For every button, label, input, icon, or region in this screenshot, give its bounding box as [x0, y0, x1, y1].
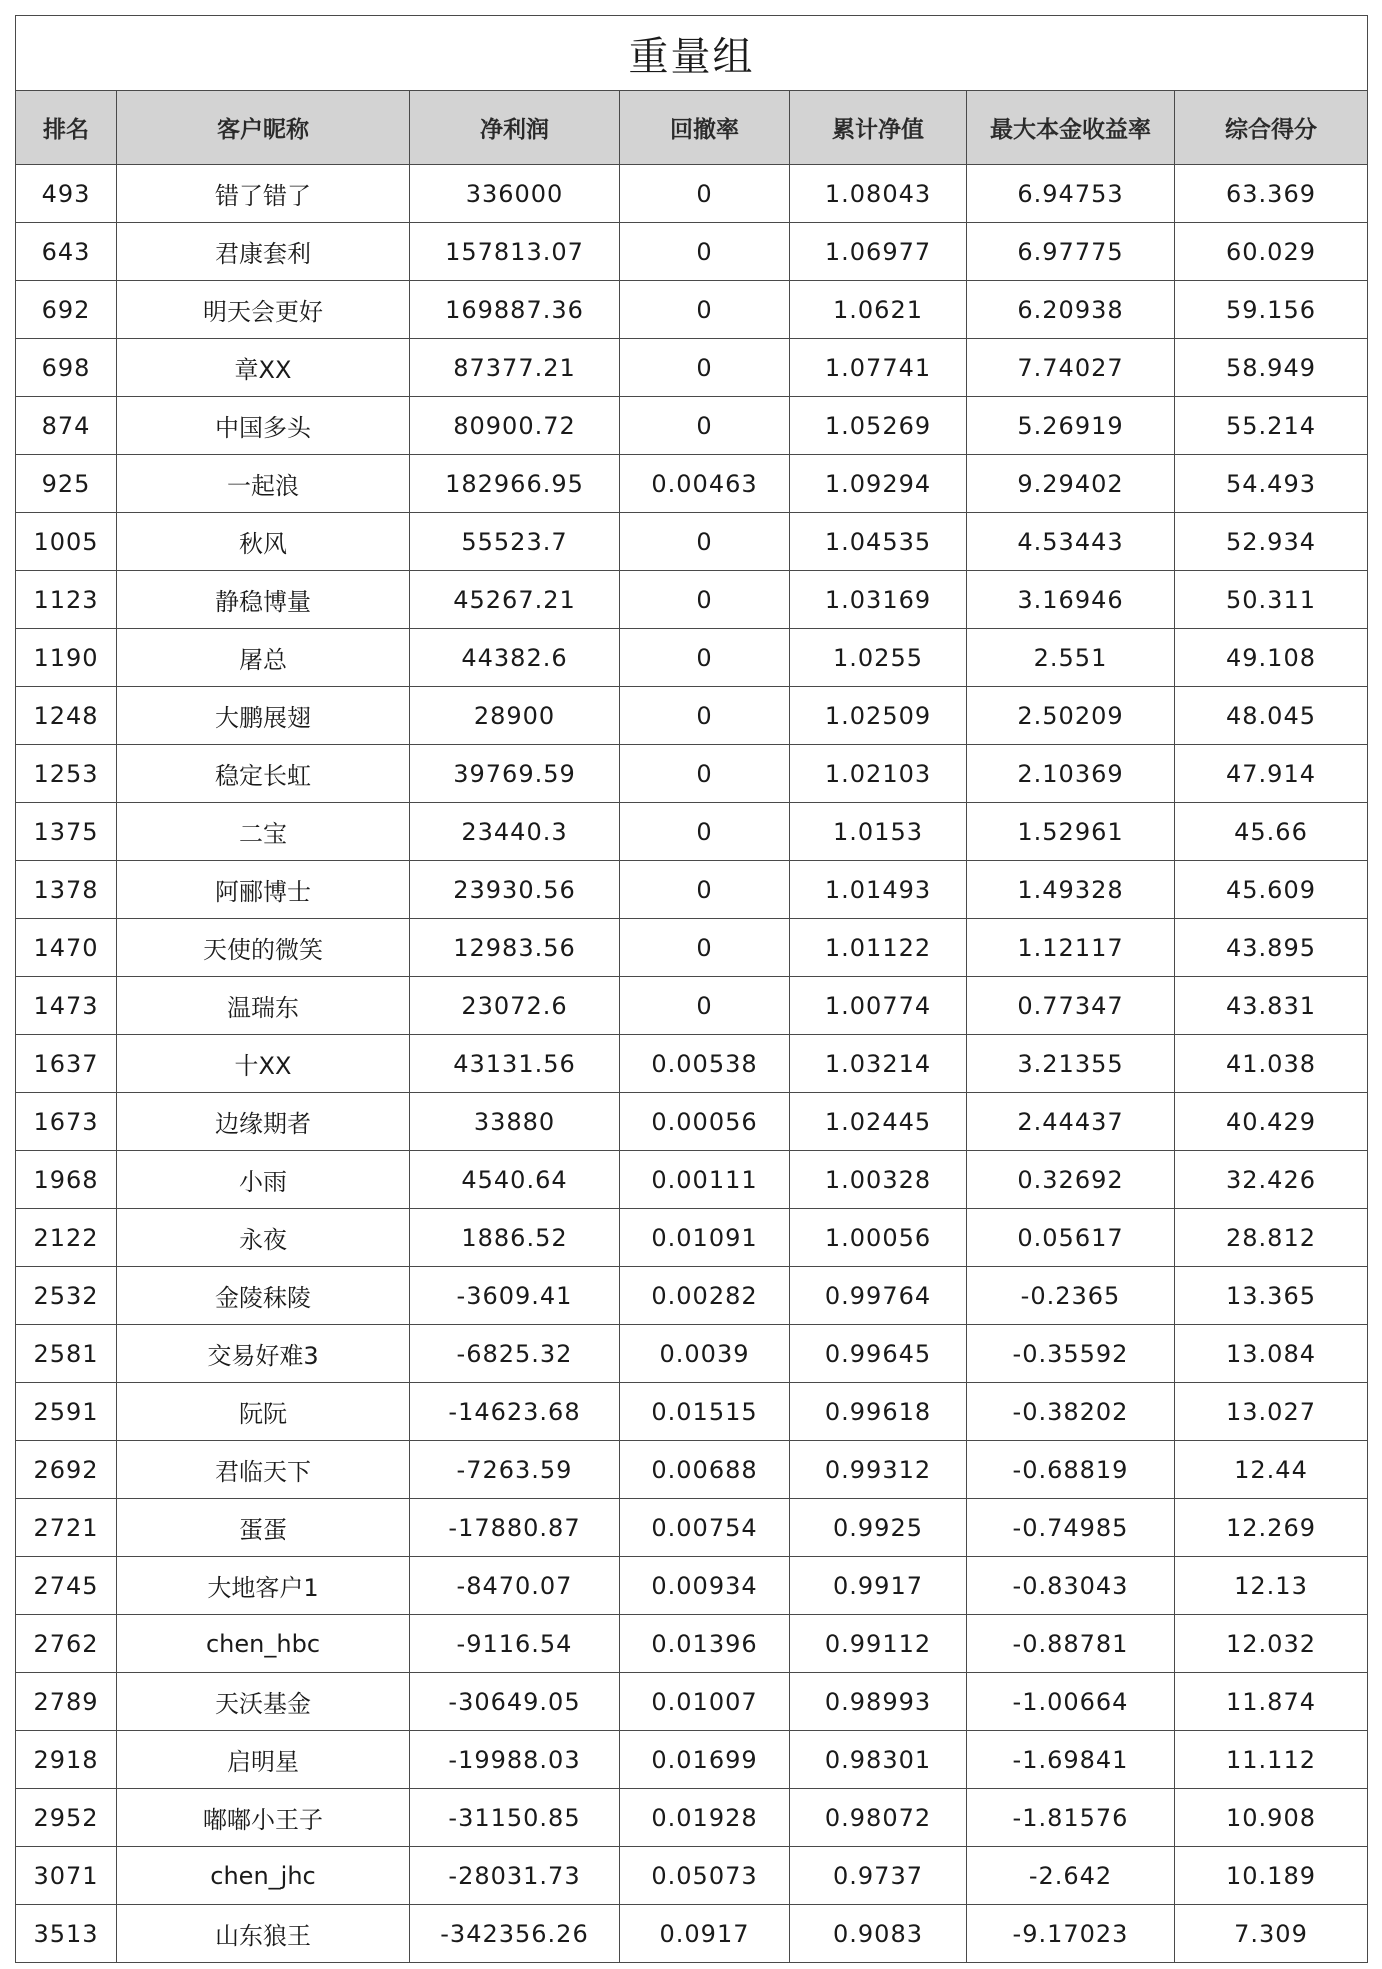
- cell-drawdown: 0.00463: [620, 455, 790, 513]
- cell-drawdown: 0.00111: [620, 1151, 790, 1209]
- cell-total-score: 48.045: [1175, 687, 1368, 745]
- cell-nickname: 边缘期者: [117, 1093, 410, 1151]
- cell-cumulative-nav: 1.07741: [790, 339, 967, 397]
- header-total-score: 综合得分: [1175, 91, 1368, 165]
- cell-rank: 2789: [16, 1673, 117, 1731]
- cell-rank: 1005: [16, 513, 117, 571]
- table-row: [16, 1557, 1368, 1615]
- cell-cumulative-nav: 1.06977: [790, 223, 967, 281]
- table-row: [16, 745, 1368, 803]
- cell-total-score: 7.309: [1175, 1905, 1368, 1963]
- cell-drawdown: 0.01928: [620, 1789, 790, 1847]
- cell-nickname: 大地客户1: [117, 1557, 410, 1615]
- table-row: [16, 1209, 1368, 1267]
- cell-rank: 1470: [16, 919, 117, 977]
- header-nickname: 客户昵称: [117, 91, 410, 165]
- cell-max-principal-return: -1.69841: [967, 1731, 1175, 1789]
- cell-total-score: 55.214: [1175, 397, 1368, 455]
- cell-net-profit: 55523.7: [410, 513, 620, 571]
- cell-rank: 1673: [16, 1093, 117, 1151]
- table-row: [16, 977, 1368, 1035]
- cell-rank: 2952: [16, 1789, 117, 1847]
- cell-net-profit: -17880.87: [410, 1499, 620, 1557]
- cell-cumulative-nav: 0.99618: [790, 1383, 967, 1441]
- cell-nickname: 稳定长虹: [117, 745, 410, 803]
- cell-drawdown: 0: [620, 861, 790, 919]
- cell-nickname: 天沃基金: [117, 1673, 410, 1731]
- cell-net-profit: 157813.07: [410, 223, 620, 281]
- cell-total-score: 28.812: [1175, 1209, 1368, 1267]
- cell-cumulative-nav: 1.05269: [790, 397, 967, 455]
- cell-nickname: 君临天下: [117, 1441, 410, 1499]
- cell-rank: 2591: [16, 1383, 117, 1441]
- cell-max-principal-return: 0.32692: [967, 1151, 1175, 1209]
- cell-net-profit: 23440.3: [410, 803, 620, 861]
- cell-drawdown: 0: [620, 745, 790, 803]
- cell-max-principal-return: 5.26919: [967, 397, 1175, 455]
- cell-max-principal-return: 6.20938: [967, 281, 1175, 339]
- cell-nickname: 小雨: [117, 1151, 410, 1209]
- cell-drawdown: 0.00688: [620, 1441, 790, 1499]
- cell-cumulative-nav: 0.99764: [790, 1267, 967, 1325]
- table-row: [16, 1035, 1368, 1093]
- cell-cumulative-nav: 1.0153: [790, 803, 967, 861]
- cell-rank: 1253: [16, 745, 117, 803]
- cell-max-principal-return: -0.83043: [967, 1557, 1175, 1615]
- cell-rank: 493: [16, 165, 117, 223]
- table-row: [16, 1383, 1368, 1441]
- cell-total-score: 40.429: [1175, 1093, 1368, 1151]
- cell-cumulative-nav: 0.99112: [790, 1615, 967, 1673]
- cell-rank: 1123: [16, 571, 117, 629]
- cell-nickname: 阮阮: [117, 1383, 410, 1441]
- table-row: [16, 1673, 1368, 1731]
- cell-total-score: 11.874: [1175, 1673, 1368, 1731]
- cell-cumulative-nav: 0.99645: [790, 1325, 967, 1383]
- cell-rank: 2762: [16, 1615, 117, 1673]
- cell-drawdown: 0: [620, 629, 790, 687]
- cell-drawdown: 0: [620, 281, 790, 339]
- cell-rank: 1968: [16, 1151, 117, 1209]
- cell-rank: 1473: [16, 977, 117, 1035]
- cell-drawdown: 0.01515: [620, 1383, 790, 1441]
- header-max-principal-return: 最大本金收益率: [967, 91, 1175, 165]
- cell-cumulative-nav: 1.01122: [790, 919, 967, 977]
- cell-cumulative-nav: 1.00774: [790, 977, 967, 1035]
- cell-total-score: 47.914: [1175, 745, 1368, 803]
- cell-cumulative-nav: 0.9737: [790, 1847, 967, 1905]
- table-row: [16, 919, 1368, 977]
- cell-net-profit: 44382.6: [410, 629, 620, 687]
- cell-net-profit: 23072.6: [410, 977, 620, 1035]
- cell-net-profit: -3609.41: [410, 1267, 620, 1325]
- cell-max-principal-return: 7.74027: [967, 339, 1175, 397]
- cell-net-profit: 43131.56: [410, 1035, 620, 1093]
- cell-rank: 1190: [16, 629, 117, 687]
- cell-max-principal-return: -0.74985: [967, 1499, 1175, 1557]
- cell-max-principal-return: 0.77347: [967, 977, 1175, 1035]
- cell-nickname: 山东狼王: [117, 1905, 410, 1963]
- cell-max-principal-return: 2.551: [967, 629, 1175, 687]
- cell-cumulative-nav: 1.02445: [790, 1093, 967, 1151]
- table-row: [16, 1789, 1368, 1847]
- cell-rank: 3071: [16, 1847, 117, 1905]
- cell-nickname: 错了错了: [117, 165, 410, 223]
- cell-rank: 1248: [16, 687, 117, 745]
- cell-max-principal-return: 4.53443: [967, 513, 1175, 571]
- cell-cumulative-nav: 1.00056: [790, 1209, 967, 1267]
- table-row: [16, 397, 1368, 455]
- cell-max-principal-return: 3.16946: [967, 571, 1175, 629]
- table-row: [16, 339, 1368, 397]
- cell-cumulative-nav: 0.9083: [790, 1905, 967, 1963]
- cell-cumulative-nav: 0.99312: [790, 1441, 967, 1499]
- cell-max-principal-return: -0.2365: [967, 1267, 1175, 1325]
- cell-nickname: chen_jhc: [117, 1847, 410, 1905]
- cell-max-principal-return: -0.38202: [967, 1383, 1175, 1441]
- cell-rank: 2122: [16, 1209, 117, 1267]
- cell-drawdown: 0.00056: [620, 1093, 790, 1151]
- table-row: [16, 687, 1368, 745]
- cell-nickname: 金陵秣陵: [117, 1267, 410, 1325]
- cell-net-profit: 4540.64: [410, 1151, 620, 1209]
- cell-net-profit: -7263.59: [410, 1441, 620, 1499]
- cell-drawdown: 0: [620, 397, 790, 455]
- cell-total-score: 12.269: [1175, 1499, 1368, 1557]
- cell-drawdown: 0: [620, 977, 790, 1035]
- cell-net-profit: 39769.59: [410, 745, 620, 803]
- cell-net-profit: 87377.21: [410, 339, 620, 397]
- cell-cumulative-nav: 1.08043: [790, 165, 967, 223]
- table-body: [16, 165, 1368, 1963]
- cell-drawdown: 0: [620, 919, 790, 977]
- cell-nickname: 秋风: [117, 513, 410, 571]
- table-row: [16, 281, 1368, 339]
- cell-cumulative-nav: 0.9925: [790, 1499, 967, 1557]
- cell-drawdown: 0.01007: [620, 1673, 790, 1731]
- cell-nickname: 交易好难3: [117, 1325, 410, 1383]
- cell-cumulative-nav: 0.98993: [790, 1673, 967, 1731]
- cell-nickname: 嘟嘟小王子: [117, 1789, 410, 1847]
- cell-total-score: 63.369: [1175, 165, 1368, 223]
- cell-max-principal-return: 1.49328: [967, 861, 1175, 919]
- cell-total-score: 52.934: [1175, 513, 1368, 571]
- cell-max-principal-return: 0.05617: [967, 1209, 1175, 1267]
- cell-drawdown: 0.00934: [620, 1557, 790, 1615]
- cell-net-profit: 182966.95: [410, 455, 620, 513]
- cell-max-principal-return: 2.44437: [967, 1093, 1175, 1151]
- cell-drawdown: 0: [620, 339, 790, 397]
- cell-max-principal-return: 3.21355: [967, 1035, 1175, 1093]
- cell-total-score: 12.13: [1175, 1557, 1368, 1615]
- table-row: [16, 455, 1368, 513]
- table-row: [16, 571, 1368, 629]
- cell-drawdown: 0: [620, 223, 790, 281]
- cell-net-profit: -19988.03: [410, 1731, 620, 1789]
- cell-cumulative-nav: 0.9917: [790, 1557, 967, 1615]
- cell-net-profit: -342356.26: [410, 1905, 620, 1963]
- table-row: [16, 1905, 1368, 1963]
- cell-drawdown: 0.01396: [620, 1615, 790, 1673]
- cell-total-score: 11.112: [1175, 1731, 1368, 1789]
- cell-drawdown: 0: [620, 687, 790, 745]
- cell-max-principal-return: -1.81576: [967, 1789, 1175, 1847]
- cell-nickname: 章XX: [117, 339, 410, 397]
- cell-rank: 2692: [16, 1441, 117, 1499]
- cell-cumulative-nav: 1.02509: [790, 687, 967, 745]
- cell-cumulative-nav: 0.98301: [790, 1731, 967, 1789]
- cell-cumulative-nav: 0.98072: [790, 1789, 967, 1847]
- cell-max-principal-return: -2.642: [967, 1847, 1175, 1905]
- header-drawdown: 回撤率: [620, 91, 790, 165]
- table-row: [16, 1325, 1368, 1383]
- cell-total-score: 10.908: [1175, 1789, 1368, 1847]
- cell-total-score: 59.156: [1175, 281, 1368, 339]
- cell-rank: 874: [16, 397, 117, 455]
- cell-drawdown: 0: [620, 571, 790, 629]
- cell-nickname: 一起浪: [117, 455, 410, 513]
- table-row: [16, 1499, 1368, 1557]
- cell-nickname: 天使的微笑: [117, 919, 410, 977]
- cell-drawdown: 0.0039: [620, 1325, 790, 1383]
- cell-cumulative-nav: 1.0255: [790, 629, 967, 687]
- cell-rank: 2918: [16, 1731, 117, 1789]
- cell-drawdown: 0.01091: [620, 1209, 790, 1267]
- cell-total-score: 43.895: [1175, 919, 1368, 977]
- cell-max-principal-return: 2.10369: [967, 745, 1175, 803]
- cell-net-profit: 169887.36: [410, 281, 620, 339]
- cell-max-principal-return: -0.68819: [967, 1441, 1175, 1499]
- cell-cumulative-nav: 1.01493: [790, 861, 967, 919]
- cell-cumulative-nav: 1.02103: [790, 745, 967, 803]
- table-row: [16, 1847, 1368, 1905]
- cell-net-profit: 45267.21: [410, 571, 620, 629]
- cell-max-principal-return: 6.97775: [967, 223, 1175, 281]
- cell-drawdown: 0: [620, 165, 790, 223]
- cell-rank: 1637: [16, 1035, 117, 1093]
- cell-total-score: 12.44: [1175, 1441, 1368, 1499]
- cell-drawdown: 0.00538: [620, 1035, 790, 1093]
- cell-total-score: 32.426: [1175, 1151, 1368, 1209]
- cell-max-principal-return: -1.00664: [967, 1673, 1175, 1731]
- cell-total-score: 60.029: [1175, 223, 1368, 281]
- table-row: [16, 1151, 1368, 1209]
- table-row: [16, 1441, 1368, 1499]
- cell-net-profit: 80900.72: [410, 397, 620, 455]
- table-title: 重量组: [16, 16, 1368, 91]
- cell-net-profit: 12983.56: [410, 919, 620, 977]
- cell-nickname: 十XX: [117, 1035, 410, 1093]
- cell-drawdown: 0: [620, 513, 790, 571]
- table-row: [16, 223, 1368, 281]
- cell-cumulative-nav: 1.03169: [790, 571, 967, 629]
- header-rank: 排名: [16, 91, 117, 165]
- cell-total-score: 50.311: [1175, 571, 1368, 629]
- header-net-profit: 净利润: [410, 91, 620, 165]
- cell-net-profit: 1886.52: [410, 1209, 620, 1267]
- header-cumulative-nav: 累计净值: [790, 91, 967, 165]
- cell-net-profit: -14623.68: [410, 1383, 620, 1441]
- table-row: [16, 1267, 1368, 1325]
- cell-total-score: 58.949: [1175, 339, 1368, 397]
- cell-cumulative-nav: 1.00328: [790, 1151, 967, 1209]
- cell-nickname: 二宝: [117, 803, 410, 861]
- cell-nickname: 蛋蛋: [117, 1499, 410, 1557]
- cell-nickname: 大鹏展翅: [117, 687, 410, 745]
- cell-net-profit: -28031.73: [410, 1847, 620, 1905]
- ranking-table: [15, 15, 1368, 1963]
- cell-nickname: 明天会更好: [117, 281, 410, 339]
- cell-net-profit: 28900: [410, 687, 620, 745]
- table-row: [16, 1731, 1368, 1789]
- cell-cumulative-nav: 1.0621: [790, 281, 967, 339]
- cell-net-profit: -31150.85: [410, 1789, 620, 1847]
- cell-nickname: 中国多头: [117, 397, 410, 455]
- cell-net-profit: 336000: [410, 165, 620, 223]
- cell-drawdown: 0: [620, 803, 790, 861]
- cell-total-score: 10.189: [1175, 1847, 1368, 1905]
- cell-rank: 925: [16, 455, 117, 513]
- cell-total-score: 12.032: [1175, 1615, 1368, 1673]
- cell-total-score: 13.365: [1175, 1267, 1368, 1325]
- cell-total-score: 43.831: [1175, 977, 1368, 1035]
- cell-total-score: 49.108: [1175, 629, 1368, 687]
- table-row: [16, 803, 1368, 861]
- cell-rank: 1378: [16, 861, 117, 919]
- cell-rank: 2532: [16, 1267, 117, 1325]
- cell-total-score: 41.038: [1175, 1035, 1368, 1093]
- cell-nickname: 温瑞东: [117, 977, 410, 1035]
- cell-total-score: 45.609: [1175, 861, 1368, 919]
- cell-drawdown: 0.00282: [620, 1267, 790, 1325]
- cell-net-profit: 33880: [410, 1093, 620, 1151]
- cell-drawdown: 0.00754: [620, 1499, 790, 1557]
- cell-net-profit: -30649.05: [410, 1673, 620, 1731]
- header-row: [16, 91, 1368, 165]
- cell-nickname: 静稳博量: [117, 571, 410, 629]
- cell-max-principal-return: -0.88781: [967, 1615, 1175, 1673]
- cell-max-principal-return: -9.17023: [967, 1905, 1175, 1963]
- cell-max-principal-return: -0.35592: [967, 1325, 1175, 1383]
- table-row: [16, 861, 1368, 919]
- cell-nickname: 阿郦博士: [117, 861, 410, 919]
- cell-nickname: 君康套利: [117, 223, 410, 281]
- cell-max-principal-return: 2.50209: [967, 687, 1175, 745]
- cell-cumulative-nav: 1.09294: [790, 455, 967, 513]
- table-row: [16, 165, 1368, 223]
- cell-drawdown: 0.05073: [620, 1847, 790, 1905]
- cell-max-principal-return: 1.52961: [967, 803, 1175, 861]
- cell-rank: 2721: [16, 1499, 117, 1557]
- cell-nickname: chen_hbc: [117, 1615, 410, 1673]
- cell-rank: 698: [16, 339, 117, 397]
- cell-total-score: 13.084: [1175, 1325, 1368, 1383]
- cell-rank: 1375: [16, 803, 117, 861]
- cell-nickname: 永夜: [117, 1209, 410, 1267]
- cell-rank: 643: [16, 223, 117, 281]
- cell-drawdown: 0.0917: [620, 1905, 790, 1963]
- cell-max-principal-return: 6.94753: [967, 165, 1175, 223]
- cell-rank: 2745: [16, 1557, 117, 1615]
- cell-nickname: 屠总: [117, 629, 410, 687]
- cell-total-score: 13.027: [1175, 1383, 1368, 1441]
- cell-net-profit: -9116.54: [410, 1615, 620, 1673]
- table-row: [16, 629, 1368, 687]
- cell-nickname: 启明星: [117, 1731, 410, 1789]
- table-row: [16, 1093, 1368, 1151]
- cell-max-principal-return: 9.29402: [967, 455, 1175, 513]
- cell-net-profit: 23930.56: [410, 861, 620, 919]
- cell-cumulative-nav: 1.03214: [790, 1035, 967, 1093]
- table-row: [16, 513, 1368, 571]
- cell-rank: 3513: [16, 1905, 117, 1963]
- cell-net-profit: -8470.07: [410, 1557, 620, 1615]
- cell-cumulative-nav: 1.04535: [790, 513, 967, 571]
- cell-max-principal-return: 1.12117: [967, 919, 1175, 977]
- cell-net-profit: -6825.32: [410, 1325, 620, 1383]
- cell-rank: 2581: [16, 1325, 117, 1383]
- table-row: [16, 1615, 1368, 1673]
- cell-rank: 692: [16, 281, 117, 339]
- cell-total-score: 54.493: [1175, 455, 1368, 513]
- cell-drawdown: 0.01699: [620, 1731, 790, 1789]
- cell-total-score: 45.66: [1175, 803, 1368, 861]
